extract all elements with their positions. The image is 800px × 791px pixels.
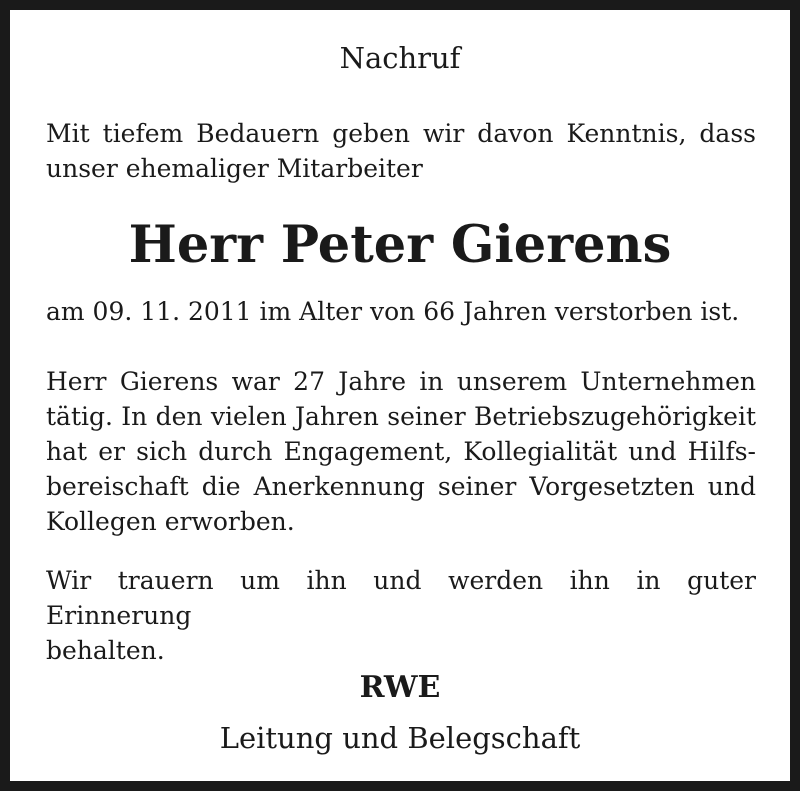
closing-line-1: Wir trauern um ihn und werden ihn in guter Erinnerung	[46, 566, 756, 630]
death-statement: am 09. 11. 2011 im Alter von 66 Jahren verstorben ist.	[46, 297, 740, 326]
signature-company: RWE	[359, 670, 441, 705]
tribute-line: bereischaft die Anerkennung seiner Vorgesetzten und	[46, 472, 756, 501]
tribute-line: tätig. In den vielen Jahren seiner Betriebszugehörigkeit	[46, 402, 756, 431]
tribute-line: Kollegen erworben.	[46, 507, 295, 536]
intro-line-2: unser ehemaliger Mitarbeiter	[46, 154, 423, 183]
tribute-line: hat er sich durch Engagement, Kollegialität und Hilfs-	[46, 437, 756, 466]
notice-heading: Nachruf	[339, 41, 461, 75]
tribute-paragraph	[46, 364, 756, 539]
deceased-name: Herr Peter Gierens	[128, 215, 672, 275]
tribute-line: Herr Gierens war 27 Jahre in unserem Unternehmen	[46, 367, 756, 396]
intro-line-1: Mit tiefem Bedauern geben wir davon Kenntnis, dass	[46, 119, 756, 148]
signature-subtitle: Leitung und Belegschaft	[219, 721, 581, 755]
closing-paragraph	[46, 563, 756, 668]
intro-paragraph	[46, 116, 756, 186]
closing-line-2: behalten.	[46, 636, 165, 665]
